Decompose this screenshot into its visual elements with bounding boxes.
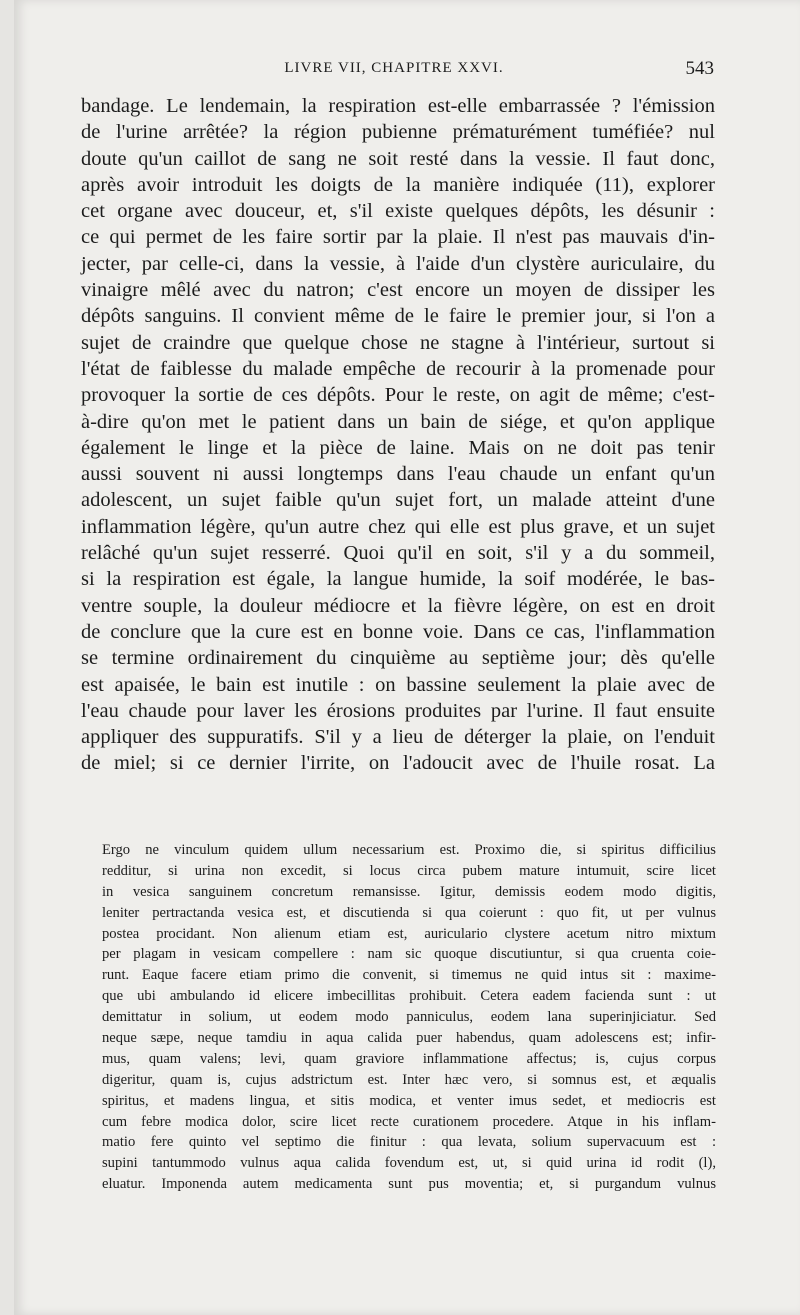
french-line: l'eau chaude pour laver les érosions produites par l'urine. Il faut ensuite xyxy=(81,699,715,722)
french-line: relâché qu'un sujet resserré. Quoi qu'il en soit, s'il y a du sommeil, xyxy=(81,542,715,565)
french-line: doute qu'un caillot de sang ne soit resté dans la vessie. Il faut donc, xyxy=(81,147,715,170)
french-line: se termine ordinairement du cinquième au septième jour; dès qu'elle xyxy=(81,647,715,670)
latin-line: Ergo ne vinculum quidem ullum necessarium est. Proximo die, si spiritus difficilius xyxy=(102,842,716,858)
french-line: après avoir introduit les doigts de la manière indiquée (11), explorer xyxy=(81,173,715,196)
latin-line: in vesica sanguinem concretum remansisse. Igitur, demissis eodem modo digitis, xyxy=(102,883,716,900)
french-line: de miel; si ce dernier l'irrite, on l'adoucit avec de l'huile rosat. La xyxy=(81,752,715,775)
latin-line: runt. Eaque facere etiam primo die convenit, si timemus ne quid intus sit : maxime- xyxy=(102,967,716,984)
french-line: de conclure que la cure est en bonne voie. Dans ce cas, l'inflammation xyxy=(81,620,715,643)
latin-line: cum febre modica dolor, scire licet recte curationem procedere. Atque in his inflam- xyxy=(102,1113,716,1130)
french-translation xyxy=(81,93,715,777)
french-line: si la respiration est égale, la langue humide, la soif modérée, le bas- xyxy=(81,568,715,591)
french-line: provoquer la sortie de ces dépôts. Pour le reste, on agit de même; c'est- xyxy=(81,384,715,407)
latin-line: supini tantummodo vulnus aqua calida fovendum est, ut, si quid urina id rodit (l), xyxy=(102,1155,716,1172)
french-line: également le linge et la pièce de laine. Mais on ne doit pas tenir xyxy=(81,436,715,459)
latin-line: redditur, si urina non excedit, si locus circa pubem mature intumuit, scire licet xyxy=(102,862,716,879)
latin-original xyxy=(102,840,716,1195)
latin-line: digeritur, quam is, cujus adstrictum est. Inter hæc vero, si somnus est, et æqualis xyxy=(102,1071,716,1088)
french-line: dépôts sanguins. Il convient même de le faire le premier jour, si l'on a xyxy=(81,305,715,328)
book-page xyxy=(14,0,800,1315)
french-line: sujet de craindre que quelque chose ne stagne à l'intérieur, surtout si xyxy=(81,331,715,354)
french-line: l'état de faiblesse du malade empêche de recourir à la promenade pour xyxy=(81,357,715,380)
page-number: 543 xyxy=(685,58,714,79)
french-line: vinaigre mêlé avec du natron; c'est encore un moyen de dissiper les xyxy=(81,279,715,302)
latin-line: demittatur in solium, ut eodem modo panniculus, eodem lana superinjiciatur. Sed xyxy=(102,1009,716,1026)
french-line: à-dire qu'on met le patient dans un bain de siége, et qu'on applique xyxy=(81,410,715,433)
french-line: de l'urine arrêtée? la région pubienne prématurément tuméfiée? nul xyxy=(81,121,715,144)
latin-line: neque sæpe, neque tamdiu in aqua calida puer habendus, quam adolescens est; infir- xyxy=(102,1030,716,1047)
french-line: bandage. Le lendemain, la respiration est-elle embarrassée ? l'émission xyxy=(81,95,715,117)
french-line: ventre souple, la douleur médiocre et la fièvre légère, on est en droit xyxy=(81,594,715,617)
french-line: est apaisée, le bain est inutile : on bassine seulement la plaie avec de xyxy=(81,673,715,696)
french-line: adolescent, un sujet faible qu'un sujet fort, un malade atteint d'une xyxy=(81,489,715,512)
latin-line: spiritus, et madens lingua, et sitis modica, et venter imus sedet, et mediocris est xyxy=(102,1092,716,1109)
page-header xyxy=(74,60,714,84)
latin-line: matio fere quinto vel septimo die finitur : qua levata, solium supervacuum est : xyxy=(102,1134,716,1151)
french-line: aussi souvent ni aussi longtemps dans l'eau chaude un enfant qu'un xyxy=(81,463,715,486)
french-line: inflammation légère, qu'un autre chez qui elle est plus grave, et un sujet xyxy=(81,515,715,538)
french-line: appliquer des suppuratifs. S'il y a lieu de déterger la plaie, on l'enduit xyxy=(81,726,715,749)
running-head: LIVRE VII, CHAPITRE XXVI. xyxy=(284,60,504,76)
latin-line: mus, quam valens; levi, quam graviore inflammatione affectus; is, cujus corpus xyxy=(102,1050,716,1067)
latin-line: eluatur. Imponenda autem medicamenta sunt pus moventia; et, si purgandum vulnus xyxy=(102,1176,716,1193)
latin-line: per plagam in vesicam compellere : nam sic quoque discutiuntur, si qua cruenta coie- xyxy=(102,946,716,963)
latin-line: leniter pertractanda vesica est, et discutienda si qua coierunt : quo fit, ut per vulnus xyxy=(102,904,716,921)
french-line: jecter, par celle-ci, dans la vessie, à l'aide d'un clystère auriculaire, du xyxy=(81,252,715,275)
latin-line: postea procidant. Non alienum etiam est, auriculario clystere acetum nitro mixtum xyxy=(102,925,716,942)
latin-line: que ubi ambulando id elicere imbecillitas prohibuit. Cetera eadem facienda sunt : ut xyxy=(102,988,716,1005)
french-line: ce qui permet de les faire sortir par la plaie. Il n'est pas mauvais d'in- xyxy=(81,226,715,249)
french-line: cet organe avec douceur, et, s'il existe quelques dépôts, les désunir : xyxy=(81,200,715,223)
